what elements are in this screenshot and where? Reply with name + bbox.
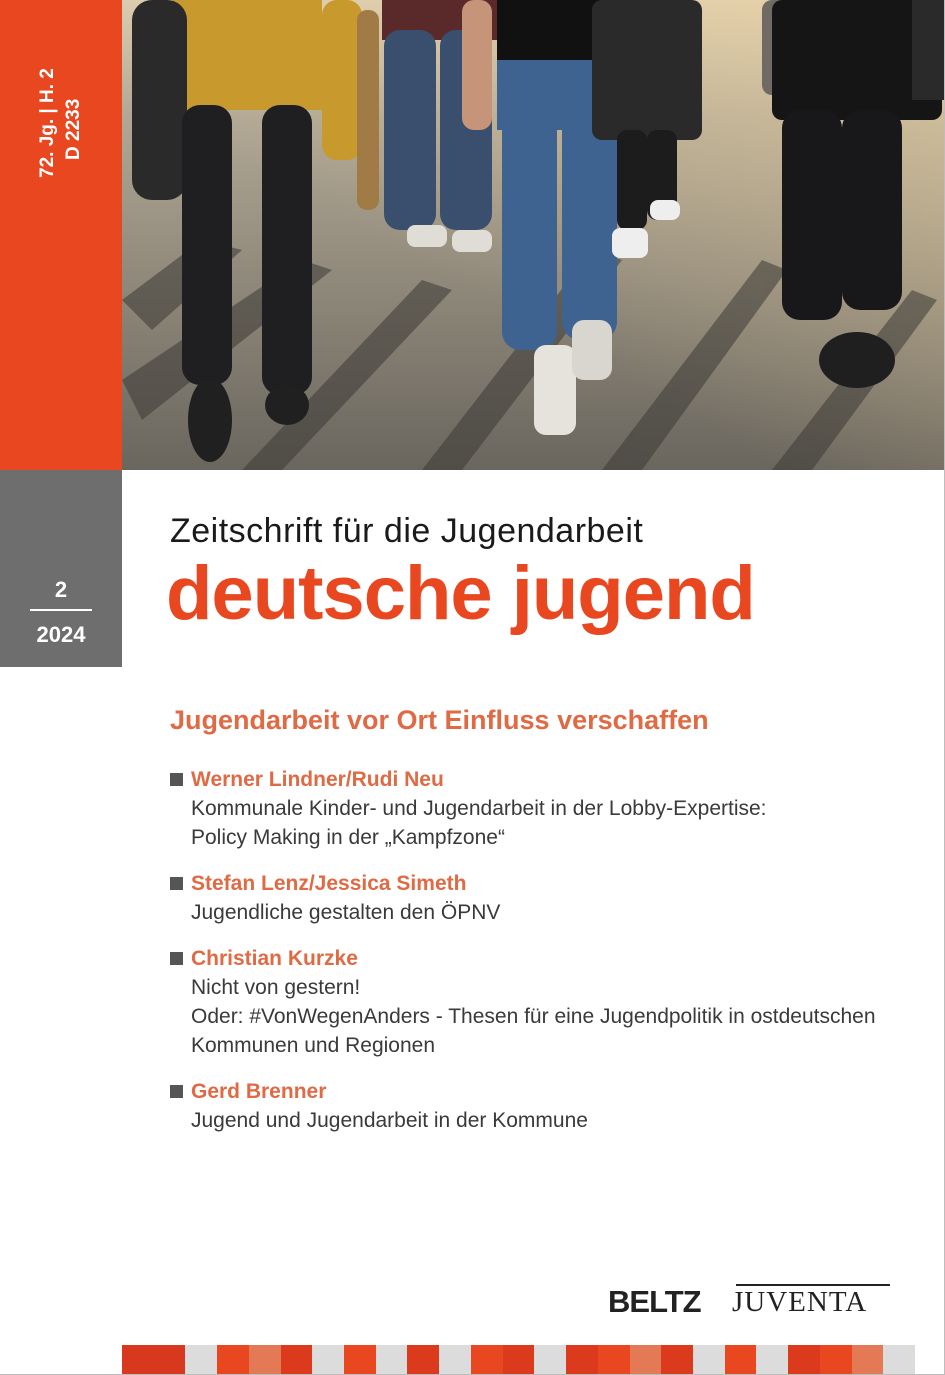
bullet-square-icon bbox=[170, 1085, 183, 1098]
strip-cell bbox=[407, 1345, 439, 1375]
strip-cell bbox=[503, 1345, 535, 1375]
issue-year: 2024 bbox=[36, 622, 86, 647]
strip-cell bbox=[534, 1345, 566, 1375]
strip-cell bbox=[630, 1345, 662, 1375]
article-title-line: Jugendliche gestalten den ÖPNV bbox=[191, 901, 501, 924]
article-title-line: Nicht von gestern! bbox=[191, 976, 361, 999]
strip-cell bbox=[281, 1345, 313, 1375]
strip-cell bbox=[756, 1345, 788, 1375]
article-list bbox=[170, 765, 910, 1152]
strip-cell bbox=[312, 1345, 344, 1375]
article-title-line: Jugend und Jugendarbeit in der Kommune bbox=[191, 1109, 588, 1132]
article-author: Werner Lindner/Rudi Neu bbox=[191, 768, 444, 791]
strip-cell bbox=[725, 1345, 757, 1375]
publisher-logo bbox=[608, 1280, 892, 1320]
volume-issue-label: 72. Jg. | H. 2 bbox=[37, 68, 58, 178]
bullet-square-icon bbox=[170, 952, 183, 965]
strip-cell bbox=[883, 1345, 915, 1375]
strip-cell bbox=[217, 1345, 249, 1375]
strip-cell bbox=[820, 1345, 852, 1375]
strip-cell bbox=[788, 1345, 820, 1375]
article-item bbox=[170, 1077, 910, 1135]
strip-cell bbox=[249, 1345, 281, 1375]
strip-cell bbox=[376, 1345, 408, 1375]
strip-cell bbox=[344, 1345, 376, 1375]
strip-cell bbox=[439, 1345, 471, 1375]
strip-cell bbox=[154, 1345, 186, 1375]
magazine-title: deutsche jugend bbox=[166, 551, 755, 636]
article-title-line: Kommunale Kinder- und Jugendarbeit in der Lobby-Expertise: bbox=[191, 797, 767, 820]
strip-cell bbox=[852, 1345, 884, 1375]
article-title-line: Kommunen und Regionen bbox=[191, 1034, 436, 1057]
article-item bbox=[170, 765, 910, 852]
article-author: Stefan Lenz/Jessica Simeth bbox=[191, 872, 467, 895]
publisher-name-juventa: JUVENTA bbox=[732, 1286, 868, 1318]
strip-cell bbox=[693, 1345, 725, 1375]
article-item bbox=[170, 944, 910, 1060]
article-item bbox=[170, 869, 910, 927]
article-title-line: Oder: #VonWegenAnders - Thesen für eine Jugendpolitik in ostdeutschen bbox=[191, 1005, 876, 1028]
strip-cell bbox=[185, 1345, 217, 1375]
article-author: Gerd Brenner bbox=[191, 1080, 327, 1103]
strip-cell bbox=[661, 1345, 693, 1375]
magazine-subtitle: Zeitschrift für die Jugendarbeit bbox=[170, 512, 644, 550]
publisher-name-beltz: BELTZ bbox=[608, 1284, 701, 1319]
bullet-square-icon bbox=[170, 877, 183, 890]
bullet-square-icon bbox=[170, 773, 183, 786]
postal-code-label: D 2233 bbox=[63, 98, 84, 160]
strip-cell bbox=[471, 1345, 503, 1375]
cover-photo bbox=[122, 0, 945, 470]
color-strip bbox=[122, 1345, 915, 1375]
article-author: Christian Kurzke bbox=[191, 947, 358, 970]
issue-divider bbox=[30, 609, 92, 611]
article-title-line: Policy Making in der „Kampfzone“ bbox=[191, 826, 505, 849]
strip-cell bbox=[566, 1345, 598, 1375]
issue-number: 2 bbox=[54, 577, 68, 602]
spine-text bbox=[33, 30, 93, 190]
issue-theme: Jugendarbeit vor Ort Einfluss verschaffen bbox=[170, 705, 709, 735]
spine-red-bar bbox=[0, 0, 122, 470]
strip-cell bbox=[122, 1345, 154, 1375]
strip-cell bbox=[598, 1345, 630, 1375]
